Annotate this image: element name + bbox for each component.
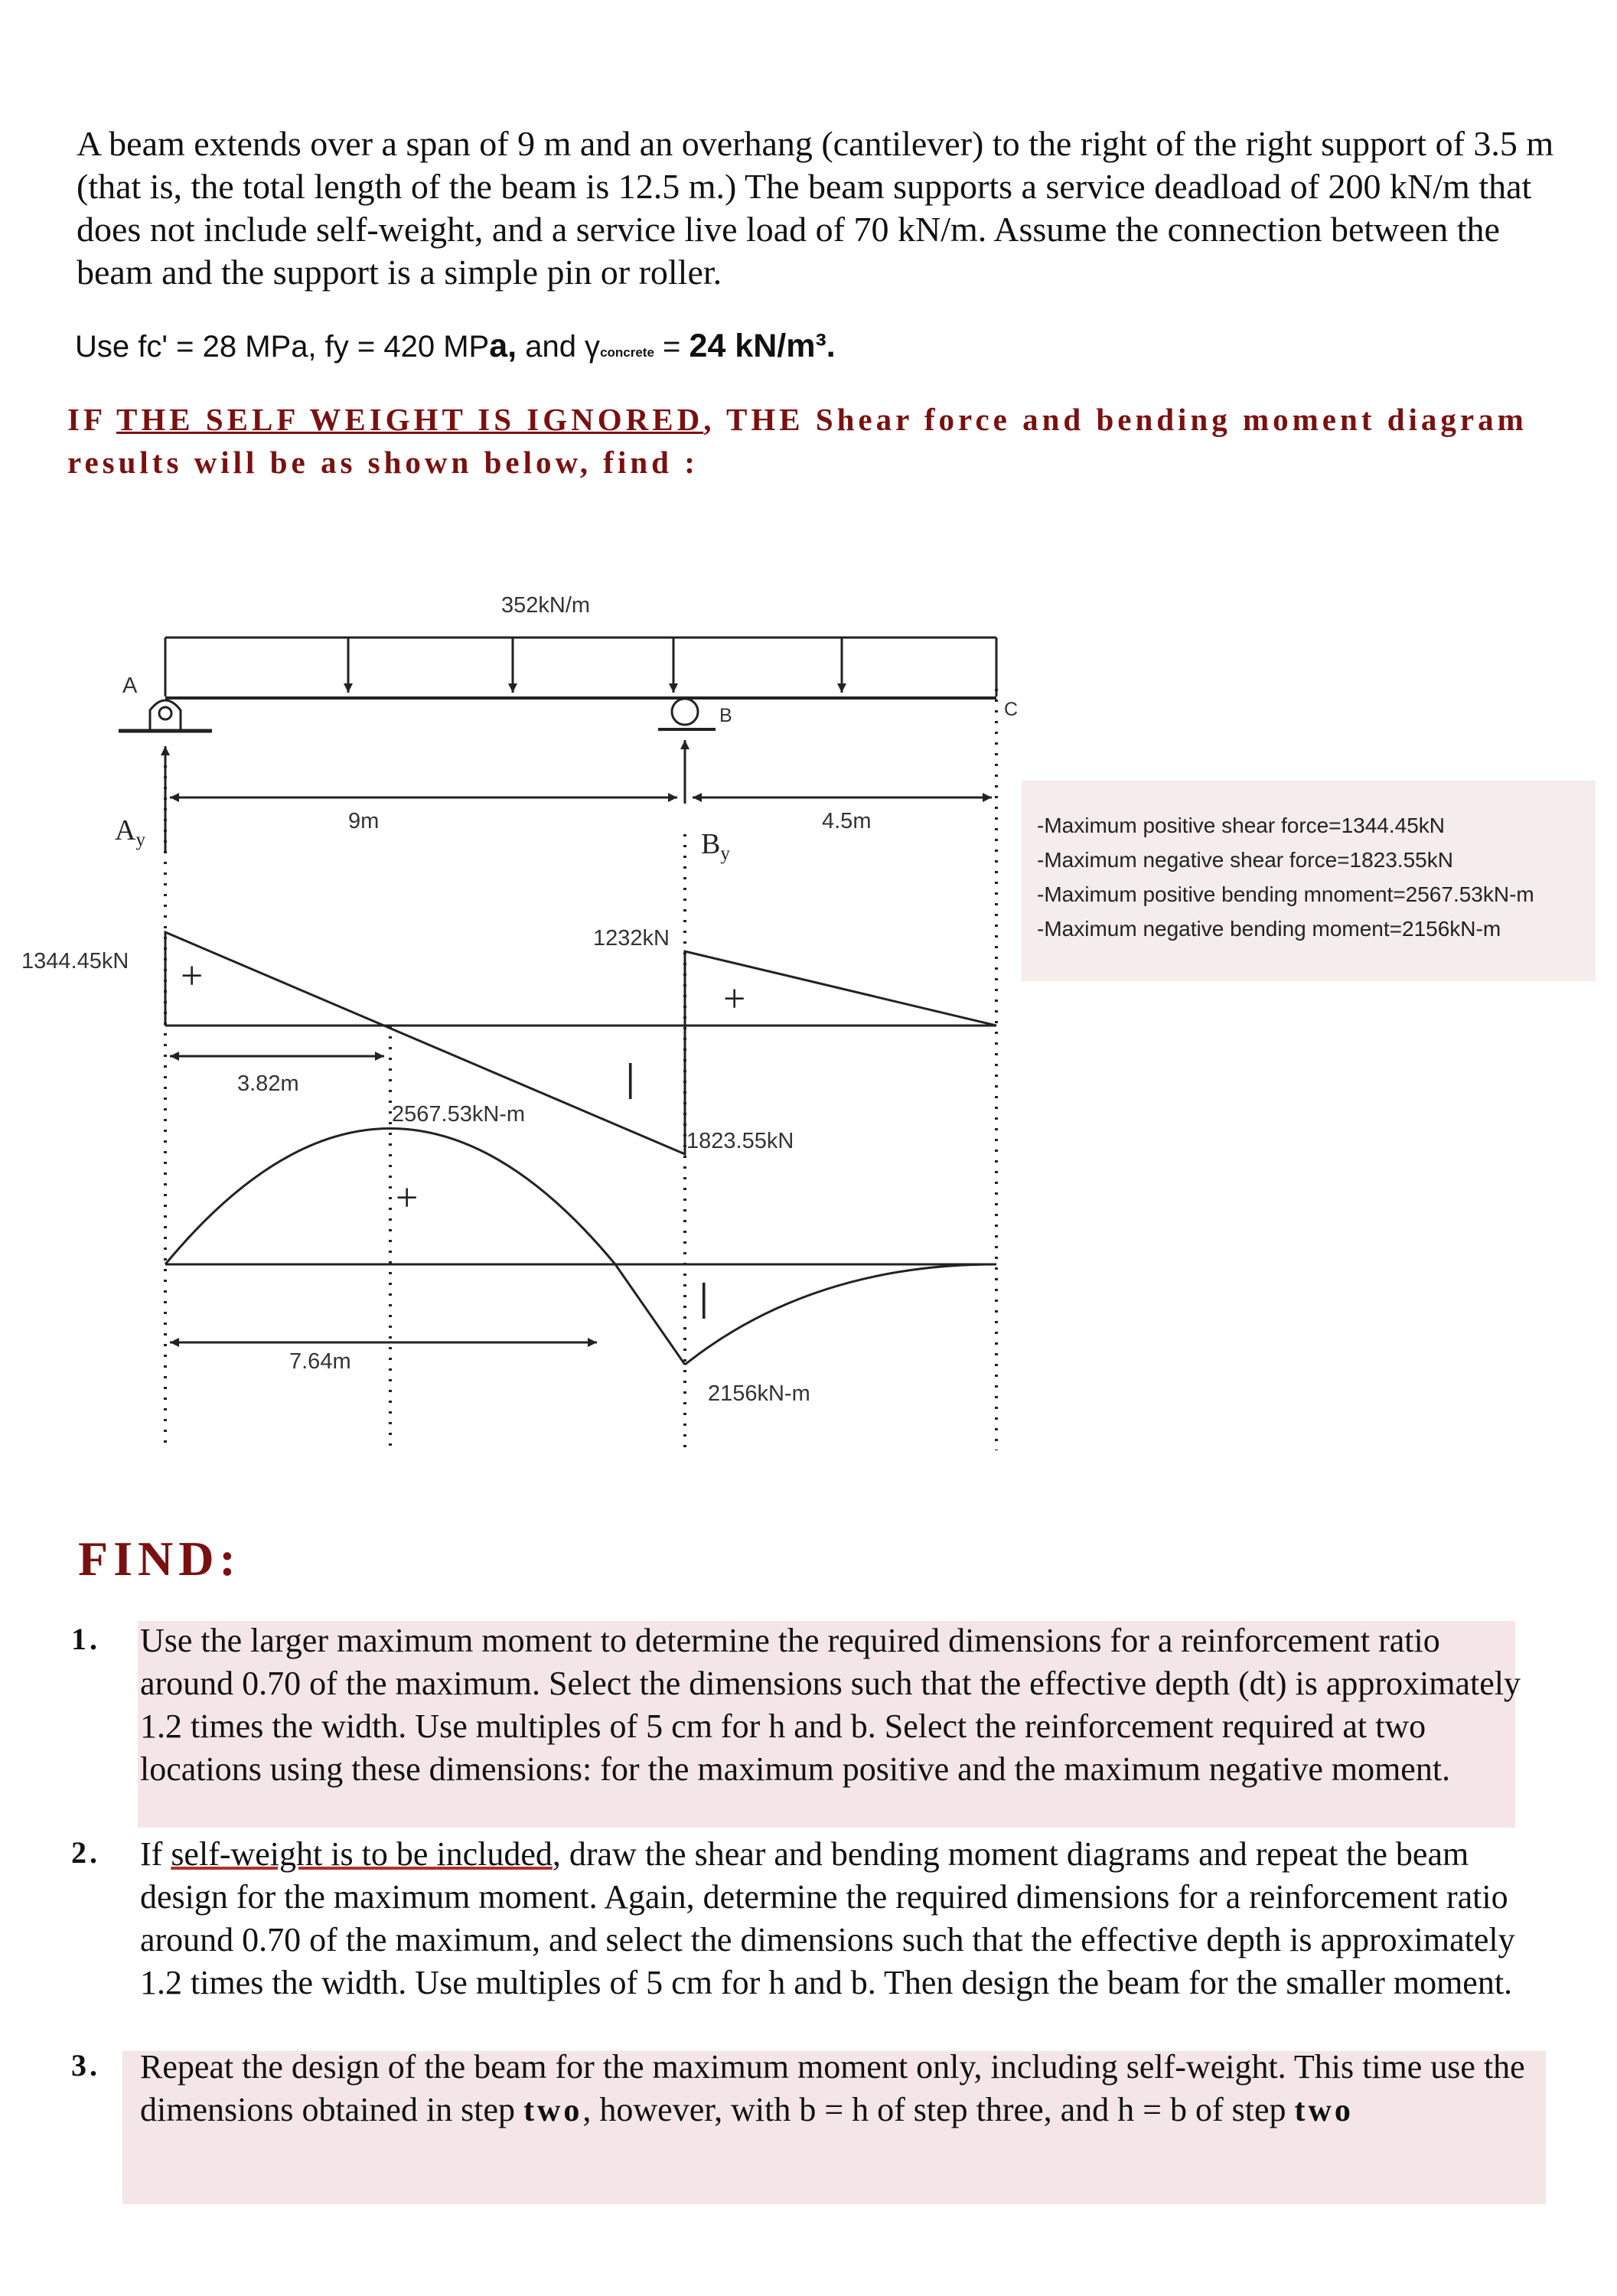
question-3-number: 3. — [71, 2048, 100, 2082]
label-by: $B_y$ — [701, 828, 730, 864]
bmd-positive-curve — [165, 1129, 685, 1365]
instruction-rest: , THE Shear force and bending moment diagram results will be as shown below, find : — [67, 402, 1527, 480]
label-c: C — [1004, 699, 1019, 720]
find-heading: FIND: — [78, 1531, 241, 1586]
bmd-negative-curve — [685, 1264, 996, 1365]
material-equals: = — [654, 330, 690, 364]
question-1-text: Use the larger maximum moment to determine the required dimensions for a reinforcement ratio around 0.70 of the maximum. Select the dimensions such that the effective depth (dt) is approximately 1.2 times the width. Use multiples of 5 cm for h and b. Select the reinforcement required at two locations using these dimensions: for the maximum positive and the maximum negative moment. — [140, 1622, 1521, 1788]
summary-max-neg-moment: -Maximum negative bending moment=2156kN-m — [1037, 917, 1501, 941]
distributed-load — [165, 638, 996, 696]
moment-pos-value: 2567.53kN-m — [392, 1102, 526, 1127]
bmd-minus: | — [699, 1276, 709, 1319]
span-left-label: 9m — [348, 809, 380, 833]
bmd-plus: + — [396, 1176, 419, 1220]
label-a: A — [122, 673, 138, 698]
moment-neg-value: 2156kN-m — [708, 1381, 810, 1406]
label-ay: $A_y$ — [115, 814, 145, 850]
results-summary-box — [1022, 781, 1596, 981]
sfd-plus-right: + — [723, 977, 746, 1021]
question-2-rest: , draw the shear and bending moment diagrams and repeat the beam design for the maximum moment. Again, determine the required dimensions for a reinforcement ratio around 0.70 of the maximum, and select the dimensions such that the effective depth is approximately 1.2 times the width. Use multiples of 5 cm for h and b. Then design the beam for the smaller moment. — [140, 1835, 1515, 2001]
question-2-lead: If — [140, 1835, 171, 1873]
question-2-text — [140, 1833, 1525, 2004]
zero-moment-distance: 7.64m — [289, 1349, 351, 1374]
summary-max-pos-moment: -Maximum positive bending mnoment=2567.53kN-m — [1037, 882, 1534, 906]
shear-b-left-value: 1823.55kN — [686, 1129, 794, 1153]
question-3-step-two-b: two — [1294, 2093, 1354, 2128]
question-3-step-two-a: two — [523, 2093, 583, 2128]
instruction-lead: IF — [67, 402, 116, 437]
beam-diagram — [0, 551, 1617, 1515]
load-label: 352kN/m — [501, 593, 591, 618]
material-properties — [75, 328, 1529, 365]
self-weight-instruction — [67, 398, 1583, 484]
problem-statement — [77, 122, 1576, 294]
question-2-underlined: self-weight is to be included — [171, 1835, 553, 1873]
shear-b-right-value: 1232kN — [593, 926, 670, 951]
question-3-part-b: , however, with b = h of step three, and h = b of step — [582, 2091, 1295, 2128]
question-2-number: 2. — [71, 1835, 100, 1870]
summary-max-neg-shear: -Maximum negative shear force=1823.55kN — [1037, 848, 1453, 872]
question-3-part-a: Repeat the design of the beam for the maximum moment only, including self-weight. This time use the dimensions obtained in step — [140, 2048, 1525, 2128]
summary-max-pos-shear: -Maximum positive shear force=1344.45kN — [1037, 814, 1446, 837]
question-1-number: 1. — [71, 1622, 100, 1656]
material-a: a, — [489, 328, 517, 364]
zero-shear-distance: 3.82m — [237, 1071, 299, 1096]
instruction-underlined: THE SELF WEIGHT IS IGNORED — [116, 402, 704, 437]
problem-paragraph: A beam extends over a span of 9 m and an overhang (cantilever) to the right of the right support of 3.5 m (that is, the total length of the beam is 12.5 m.) The beam supports a service deadload of 200 kN/m that does not include self-weight, and a service live load of 70 kN/m. Assume the connection between the beam and the support is a simple pin or roller. — [77, 124, 1554, 292]
roller-support-b — [658, 699, 716, 729]
label-b: B — [719, 705, 732, 726]
sfd-plus-left: + — [181, 954, 204, 998]
sfd-minus: | — [626, 1056, 635, 1100]
question-3-text — [140, 2046, 1525, 2132]
span-right-label: 4.5m — [822, 809, 872, 833]
pin-support-a — [119, 700, 212, 731]
material-fc-fy: Use fc' = 28 MPa, fy = 420 MP — [75, 330, 490, 364]
material-gamma-subscript: concrete — [600, 345, 654, 360]
material-and-gamma: and γ — [517, 330, 601, 364]
shear-left-value: 1344.45kN — [21, 949, 129, 974]
material-gamma-value: 24 kN/m³. — [689, 328, 836, 364]
